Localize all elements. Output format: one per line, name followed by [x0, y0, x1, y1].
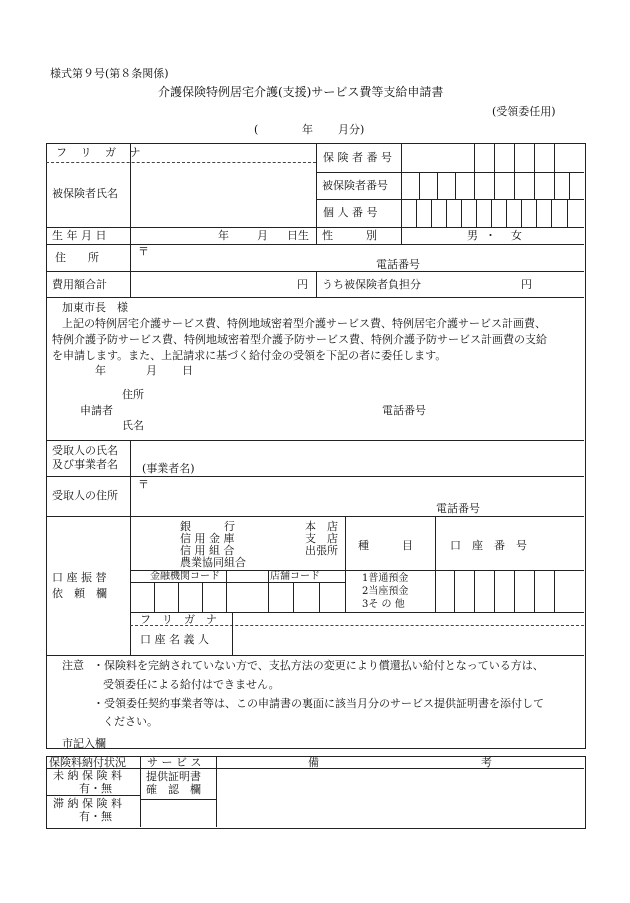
insurer-number-label: 保 険 者 番 号 — [323, 151, 392, 164]
sex-label: 性 別 — [322, 229, 377, 242]
cert-label-2: 確 認 欄 — [146, 783, 201, 796]
account-number-label: 口 座 番 号 — [450, 539, 527, 552]
application-body-line1: 上記の特例居宅介護サービス費、特例地域密着型介護サービス費、特例居宅介護サービス計画費、 — [62, 317, 546, 330]
service-label: サ ー ビ ス — [147, 756, 202, 769]
date-day-label: 日 — [182, 364, 193, 377]
bank-section-label-2: 依 頼 欄 — [52, 587, 107, 600]
applicant-name-input[interactable] — [150, 417, 370, 431]
application-body-line2: 特例介護予防サービス費、特例地域密着型介護予防サービス費、特例介護予防サービス計画費の支給 — [52, 333, 547, 346]
bank-type-shinkin[interactable]: 信 用 金 庫 — [180, 532, 235, 545]
sex-separator: ・ — [485, 229, 496, 242]
bank-name-input[interactable] — [134, 530, 176, 544]
form-number: 様式第９号(第８条関係) — [50, 67, 169, 80]
address-label: 住 所 — [55, 251, 99, 264]
applicant-name-label: 氏名 — [122, 419, 144, 432]
business-name-label: (事業者名) — [142, 462, 195, 475]
burden-yen: 円 — [521, 278, 532, 291]
account-type-other[interactable]: 3そ の 他 — [362, 599, 405, 610]
branch-type-office[interactable]: 出張所 — [305, 544, 338, 557]
unpaid-premium-options[interactable]: 有・無 — [79, 782, 112, 795]
delegated-label: (受領委任用) — [492, 105, 556, 118]
recipient-name-label-2: 及び事業者名 — [52, 458, 118, 471]
cost-total-input[interactable] — [134, 276, 294, 292]
burden-input[interactable] — [432, 276, 516, 292]
account-holder-label: 口 座 名 義 人 — [140, 633, 209, 646]
account-type-current[interactable]: 2当座預金 — [362, 586, 409, 597]
date-month-label: 月 — [146, 364, 157, 377]
dob-month-label: 月 — [257, 229, 268, 242]
premium-status-label: 保険料納付状況 — [49, 756, 126, 769]
notes-label: 注意 — [62, 659, 84, 672]
arrears-premium-options[interactable]: 有・無 — [79, 810, 112, 823]
arrears-premium-label: 滞 納 保 険 料 — [53, 797, 122, 810]
account-furigana-input[interactable] — [236, 614, 576, 624]
note2-line1: ・受領委任契約事業者等は、この申請書の裏面に該当月分のサービス提供証明書を添付して — [93, 697, 544, 710]
cert-label-1: 提供証明書 — [146, 770, 201, 783]
account-holder-input[interactable] — [236, 630, 576, 650]
recipient-phone-label: 電話番号 — [436, 502, 480, 515]
form-title: 介護保険特例居宅介護(支援)サービス費等支給申請書 — [158, 85, 444, 99]
recipient-postal-mark: 〒 — [138, 478, 149, 491]
business-name-input[interactable] — [212, 460, 572, 474]
branch-type-main[interactable]: 本 店 — [305, 520, 338, 533]
insured-number-label: 被保険者番号 — [322, 179, 388, 192]
note1-line2: 受領委任による給付はできません。 — [103, 678, 280, 691]
postal-mark: 〒 — [138, 245, 149, 258]
dob-label: 生 年 月 日 — [52, 229, 107, 242]
applicant-address-input[interactable] — [150, 386, 370, 400]
addressee: 加東市長 様 — [62, 301, 128, 314]
account-furigana-label: フ リ ガ ナ — [140, 613, 217, 626]
date-year-label: 年 — [95, 364, 106, 377]
furigana-input[interactable] — [134, 146, 312, 160]
phone-label: 電話番号 — [376, 258, 420, 271]
period-month-input[interactable] — [314, 121, 334, 137]
account-type-label: 種 目 — [358, 539, 413, 552]
branch-type-branch[interactable]: 支 店 — [305, 532, 338, 545]
bank-type-shinkumi[interactable]: 信 用 組 合 — [180, 544, 235, 557]
burden-label: うち被保険者負担分 — [322, 278, 421, 291]
applicant-phone-label: 電話番号 — [382, 404, 426, 417]
remarks-label-2: 考 — [481, 756, 492, 769]
remarks-label-1: 備 — [308, 756, 319, 769]
period-open: ( — [254, 123, 259, 136]
cost-total-label: 費用額合計 — [52, 278, 107, 291]
sex-male-option[interactable]: 男 — [467, 229, 478, 242]
recipient-address-label: 受取人の住所 — [52, 489, 118, 502]
insured-name-input[interactable] — [134, 176, 312, 216]
sex-female-option[interactable]: 女 — [511, 229, 522, 242]
dob-day-label: 日生 — [287, 229, 309, 242]
city-section-label: 市記入欄 — [62, 737, 106, 750]
period-year-input[interactable] — [262, 121, 296, 137]
dob-year-label: 年 — [218, 229, 229, 242]
personal-number-label: 個 人 番 号 — [323, 206, 378, 219]
bank-type-bank[interactable]: 銀 行 — [180, 520, 235, 533]
note2-line2: ください。 — [103, 715, 158, 728]
recipient-name-label-1: 受取人の氏名 — [52, 444, 118, 457]
branch-name-input[interactable] — [255, 530, 303, 544]
bank-type-ja[interactable]: 農業協同組合 — [180, 556, 246, 569]
period-month-label: 月分) — [338, 123, 365, 136]
account-type-ordinary[interactable]: 1普通預金 — [362, 573, 409, 584]
period-year-label: 年 — [302, 123, 313, 136]
recipient-address-input[interactable] — [150, 479, 570, 493]
applicant-label: 申請者 — [80, 404, 113, 417]
applicant-address-label: 住所 — [122, 388, 144, 401]
address-input[interactable] — [150, 246, 570, 258]
branch-code-label: 店舗コード — [270, 571, 320, 582]
furigana-label: フ リ ガ ナ — [56, 146, 146, 159]
bank-code-label: 金融機関コード — [150, 571, 220, 582]
application-body-line3: を申請します。また、上記請求に基づく給付金の受領を下記の者に委任します。 — [52, 349, 447, 362]
cost-total-yen: 円 — [297, 278, 308, 291]
unpaid-premium-label: 未 納 保 険 料 — [53, 769, 122, 782]
bank-section-label-1: 口 座 振 替 — [52, 571, 107, 584]
insured-name-label: 被保険者氏名 — [52, 187, 118, 200]
note1-line1: ・保険料を完納されていない方で、支払方法の変更により償還払い給付となっている方は、 — [93, 659, 544, 672]
